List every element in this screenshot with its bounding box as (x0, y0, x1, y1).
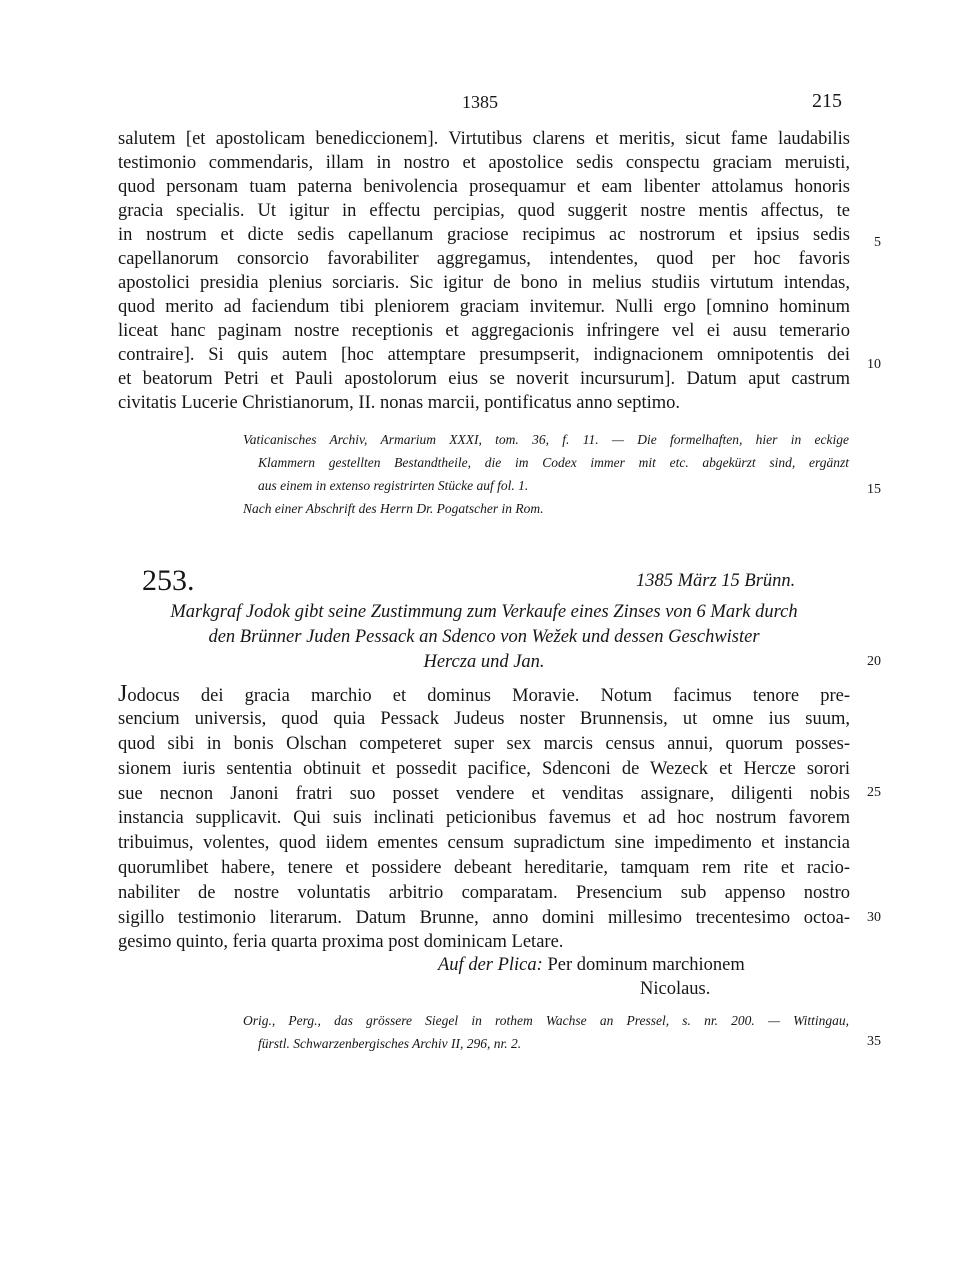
plica-text: Per dominum marchionem (547, 955, 745, 975)
text-line: liceat hanc paginam nostre receptionis et aggregacionis infringere vel ei ausu temerario (118, 321, 850, 341)
text-line: sue necnon Janoni fratri suo posset vendere et venditas assignare, diligenti nobis (118, 784, 850, 804)
text-line-rest: odocus dei gracia marchio et dominus Moravie. Notum facimus tenore pre- (127, 686, 850, 706)
text-line: sionem iuris sententia obtinuit et possedit pacifice, Sdenconi de Wezeck et Hercze sorori (118, 759, 850, 779)
text-line: quorumlibet habere, tenere et possidere debeant hereditarie, tamquam rem rite et racio- (118, 858, 850, 878)
footnote-line: Orig., Perg., das grössere Siegel in rothem Wachse an Pressel, s. nr. 200. — Wittingau, (243, 1013, 849, 1028)
footnote-line: Klammern gestellten Bestandtheile, die im Codex immer mit etc. abgekürzt sind, ergänzt (258, 455, 849, 470)
line-number: 10 (867, 357, 881, 372)
text-line: sencium universis, quod quia Pessack Judeus noster Brunnensis, ut omne ius suum, (118, 709, 850, 729)
text-line: civitatis Lucerie Christianorum, II. nonas marcii, pontificatus anno septimo. (118, 393, 681, 413)
footnote-line: fürstl. Schwarzenbergisches Archiv II, 296, nr. 2. (258, 1036, 522, 1051)
text-line (118, 682, 850, 706)
text-line: in nostrum et dicte sedis capellanum graciose recipimus ac nostrorum et ipsius sedis (118, 225, 850, 245)
text-line: gracia specialis. Ut igitur in effectu percipias, quod suggerit nostre mentis affectus, te (118, 201, 850, 221)
text-line: capellanorum consorcio favorabiliter aggregamus, intendentes, quod per hoc favoris (118, 249, 850, 269)
line-number: 20 (867, 654, 881, 669)
document-dateline: 1385 März 15 Brünn. (636, 571, 796, 591)
text-line: nabiliter de nostre voluntatis arbitrio comparatam. Presencium sub appenso nostro (118, 883, 850, 903)
text-line: quod personam tuam paterna benivolencia prosequamur et eam libenter attolamus honoris (118, 177, 850, 197)
footnote-line: Nach einer Abschrift des Herrn Dr. Pogatscher in Rom. (243, 501, 544, 516)
text-line: gesimo quinto, feria quarta proxima post dominicam Letare. (118, 932, 564, 952)
line-number: 5 (874, 235, 881, 250)
page-number: 215 (812, 90, 842, 112)
text-line: testimonio commendaris, illam in nostro et apostolice sedis conspectu graciam meruisti, (118, 153, 850, 173)
plica-label: Auf der Plica: (438, 955, 543, 975)
text-line: tribuimus, volentes, quod iidem ementes censum supradictum sine impedimento et instancia (118, 833, 850, 853)
text-line: salutem [et apostolicam benediccionem]. Virtutibus clarens et meritis, sicut fame laudabilis (118, 129, 850, 149)
document-number: 253. (142, 564, 195, 597)
line-number: 30 (867, 910, 881, 925)
text-line: quod sibi in bonis Olschan competeret super sex marcis census annui, quorum posses- (118, 734, 850, 754)
text-line: contraire]. Si quis autem [hoc attemptare presumpserit, indignacionem omnipotentis dei (118, 345, 850, 365)
text-line: instancia supplicavit. Qui suis inclinati peticionibus favemus et ad hoc nostrum favorem (118, 808, 850, 828)
page-header-year: 1385 (462, 92, 498, 112)
plica-note (438, 955, 745, 976)
initial-letter: J (118, 681, 128, 707)
line-number: 35 (867, 1034, 881, 1049)
text-line: quod merito ad faciendum tibi pleniorem graciam invitemur. Nulli ergo [omnino hominum (118, 297, 850, 317)
text-line: apostolici presidia plenius sorciaris. Sic igitur de bono in melius studiis virtutum intendas, (118, 273, 850, 293)
regest-heading-line: den Brünner Juden Pessack an Sdenco von Wežek und dessen Geschwister (208, 627, 760, 647)
line-number: 25 (867, 785, 881, 800)
regest-heading-line: Markgraf Jodok gibt seine Zustimmung zum Verkaufe eines Zinses von 6 Mark durch (170, 602, 798, 622)
line-number: 15 (867, 482, 881, 497)
regest-heading-line: Hercza und Jan. (423, 652, 545, 672)
footnote-line: Vaticanisches Archiv, Armarium XXXI, tom. 36, f. 11. — Die formelhaften, hier in eckige (243, 432, 849, 447)
signer-name: Nicolaus. (640, 979, 711, 999)
text-line: et beatorum Petri et Pauli apostolorum eius se noverit incursurum]. Datum aput castrum (118, 369, 850, 389)
footnote-line: aus einem in extenso registrirten Stücke auf fol. 1. (258, 478, 529, 493)
text-line: sigillo testimonio literarum. Datum Brunne, anno domini millesimo trecentesimo octoa- (118, 908, 850, 928)
